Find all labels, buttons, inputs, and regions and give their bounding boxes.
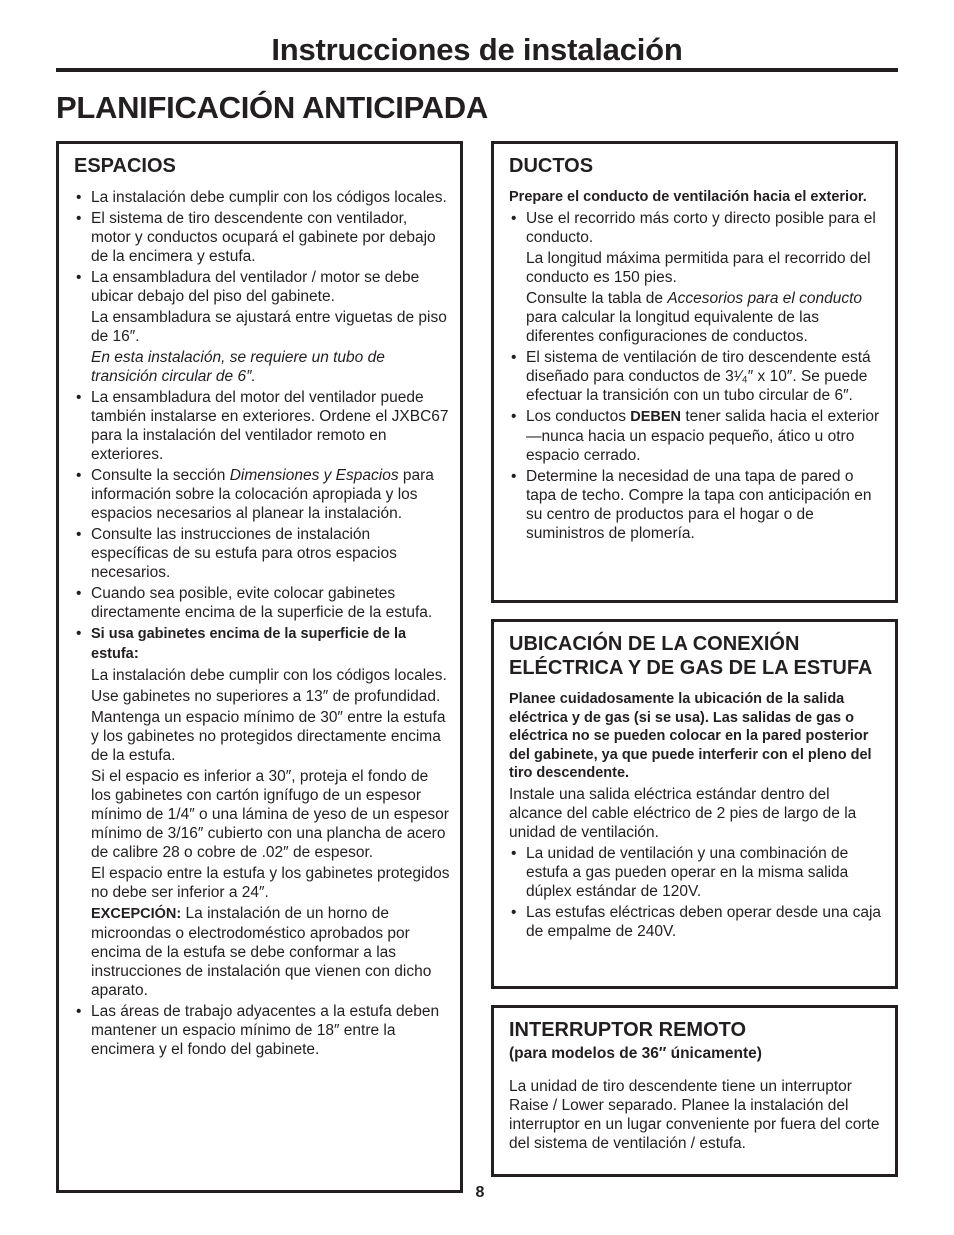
list-item: • La ensambladura del ventilador / motor se debe ubicar debajo del piso del gabinete. La ensambladura se ajustará entre viguetas de piso de 16″. En esta instalación, se requiere un tubo de transición circular de 6″. (74, 268, 450, 386)
espacios-title: ESPACIOS (74, 155, 176, 177)
espacios-box (56, 141, 463, 1193)
ductos-list (509, 209, 885, 543)
list-item: • Consulte las instrucciones de instalación específicas de su estufa para otros espacios necesarios. (74, 525, 450, 582)
list-item: • Los conductos DEBEN tener salida hacia el exterior—nunca hacia un espacio pequeño, ático u otro espacio cerrado. (509, 407, 885, 465)
page-header (56, 30, 898, 72)
list-item: • El sistema de ventilación de tiro descendente está diseñado para conductos de 3¹⁄₄″ x 10″. Se puede efectuar la transición con un tubo circular de 6″. (509, 348, 885, 405)
list-item: • Cuando sea posible, evite colocar gabinetes directamente encima de la superficie de la estufa. (74, 584, 450, 622)
interruptor-subtitle: (para modelos de 36″ únicamente) (509, 1045, 762, 1062)
ubicacion-title: UBICACIÓN DE LA CONEXIÓN ELÉCTRICA Y DE GAS DE LA ESTUFA (509, 633, 873, 679)
page-header-title: Instrucciones de instalación (271, 32, 683, 67)
interruptor-box (491, 1005, 898, 1177)
interruptor-title: INTERRUPTOR REMOTO (509, 1019, 747, 1041)
list-item: • La instalación debe cumplir con los códigos locales. (74, 188, 450, 207)
ubicacion-text: Instale una salida eléctrica estándar dentro del alcance del cable eléctrico de 2 pies de largo de la unidad de ventilación. (509, 785, 857, 841)
list-item: • Las áreas de trabajo adyacentes a la estufa deben mantener un espacio mínimo de 18″ entre la encimera y el fondo del gabinete. (74, 1002, 450, 1059)
ductos-box (491, 141, 898, 603)
list-item: • Si usa gabinetes encima de la superficie de la estufa: La instalación debe cumplir con los códigos locales. Use gabinetes no superiores a 13″ de profundidad. Mantenga un espacio mínimo de 30″ entre la estufa y los gabinetes no protegidos directamente encima de la estufa. Si el espacio es inferior a 30″, proteja el fondo de los gabinetes con cartón ignífugo de un espesor mínimo de 1/4″ o una lámina de yeso de un espesor mínimo de 3/16″ cubierto con una plancha de acero de calibre 28 o cobre de .02″ de espesor. El espacio entre la estufa y los gabinetes protegidos no debe ser inferior a 24″. EXCEPCIÓN: La instalación de un horno de microondas o electrodoméstico aprobados por encima de la estufa se debe conformar a las instrucciones de instalación que vienen con dicho aparato. (74, 624, 450, 1000)
list-item: • Use el recorrido más corto y directo posible para el conducto. La longitud máxima permitida para el recorrido del conducto es 150 pies. Consulte la tabla de Accesorios para el conducto para calcular la longitud equivalente de las diferentes configuraciones de conductos. (509, 209, 885, 346)
espacios-list (74, 188, 450, 1059)
page-number: 8 (475, 1184, 485, 1201)
ductos-title: DUCTOS (509, 155, 594, 177)
list-item: • Las estufas eléctricas deben operar desde una caja de empalme de 240V. (509, 903, 885, 941)
ubicacion-intro: Planee cuidadosamente la ubicación de la salida eléctrica y de gas (si se usa). Las salidas de gas o eléctrica no se pueden colocar en la pared posterior del gabinete, ya que puede interferir con el pleno del tiro descendente. (509, 691, 872, 781)
list-item: • Consulte la sección Dimensiones y Espacios para información sobre la colocación apropiada y los espacios necesarios al planear la instalación. (74, 466, 450, 523)
interruptor-text: La unidad de tiro descendente tiene un interruptor Raise / Lower separado. Planee la instalación del interruptor en un lugar conveniente por fuera del corte del sistema de ventilación / estufa. (509, 1078, 880, 1152)
list-item: • Determine la necesidad de una tapa de pared o tapa de techo. Compre la tapa con anticipación en su centro de productos para el hogar o de suministros de plomería. (509, 467, 885, 543)
list-item: • La unidad de ventilación y una combinación de estufa a gas pueden operar en la misma salida dúplex estándar de 120V. (509, 844, 885, 901)
ubicacion-box (491, 619, 898, 989)
list-item: • La ensambladura del motor del ventilador puede también instalarse en exteriores. Ordene el JXBC67 para la instalación del ventilador remoto en exteriores. (74, 388, 450, 464)
ubicacion-list (509, 844, 885, 941)
list-item: • El sistema de tiro descendente con ventilador, motor y conductos ocupará el gabinete por debajo de la encimera y estufa. (74, 209, 450, 266)
ductos-intro: Prepare el conducto de ventilación hacia el exterior. (509, 189, 867, 205)
section-title: PLANIFICACIÓN ANTICIPADA (56, 90, 488, 125)
